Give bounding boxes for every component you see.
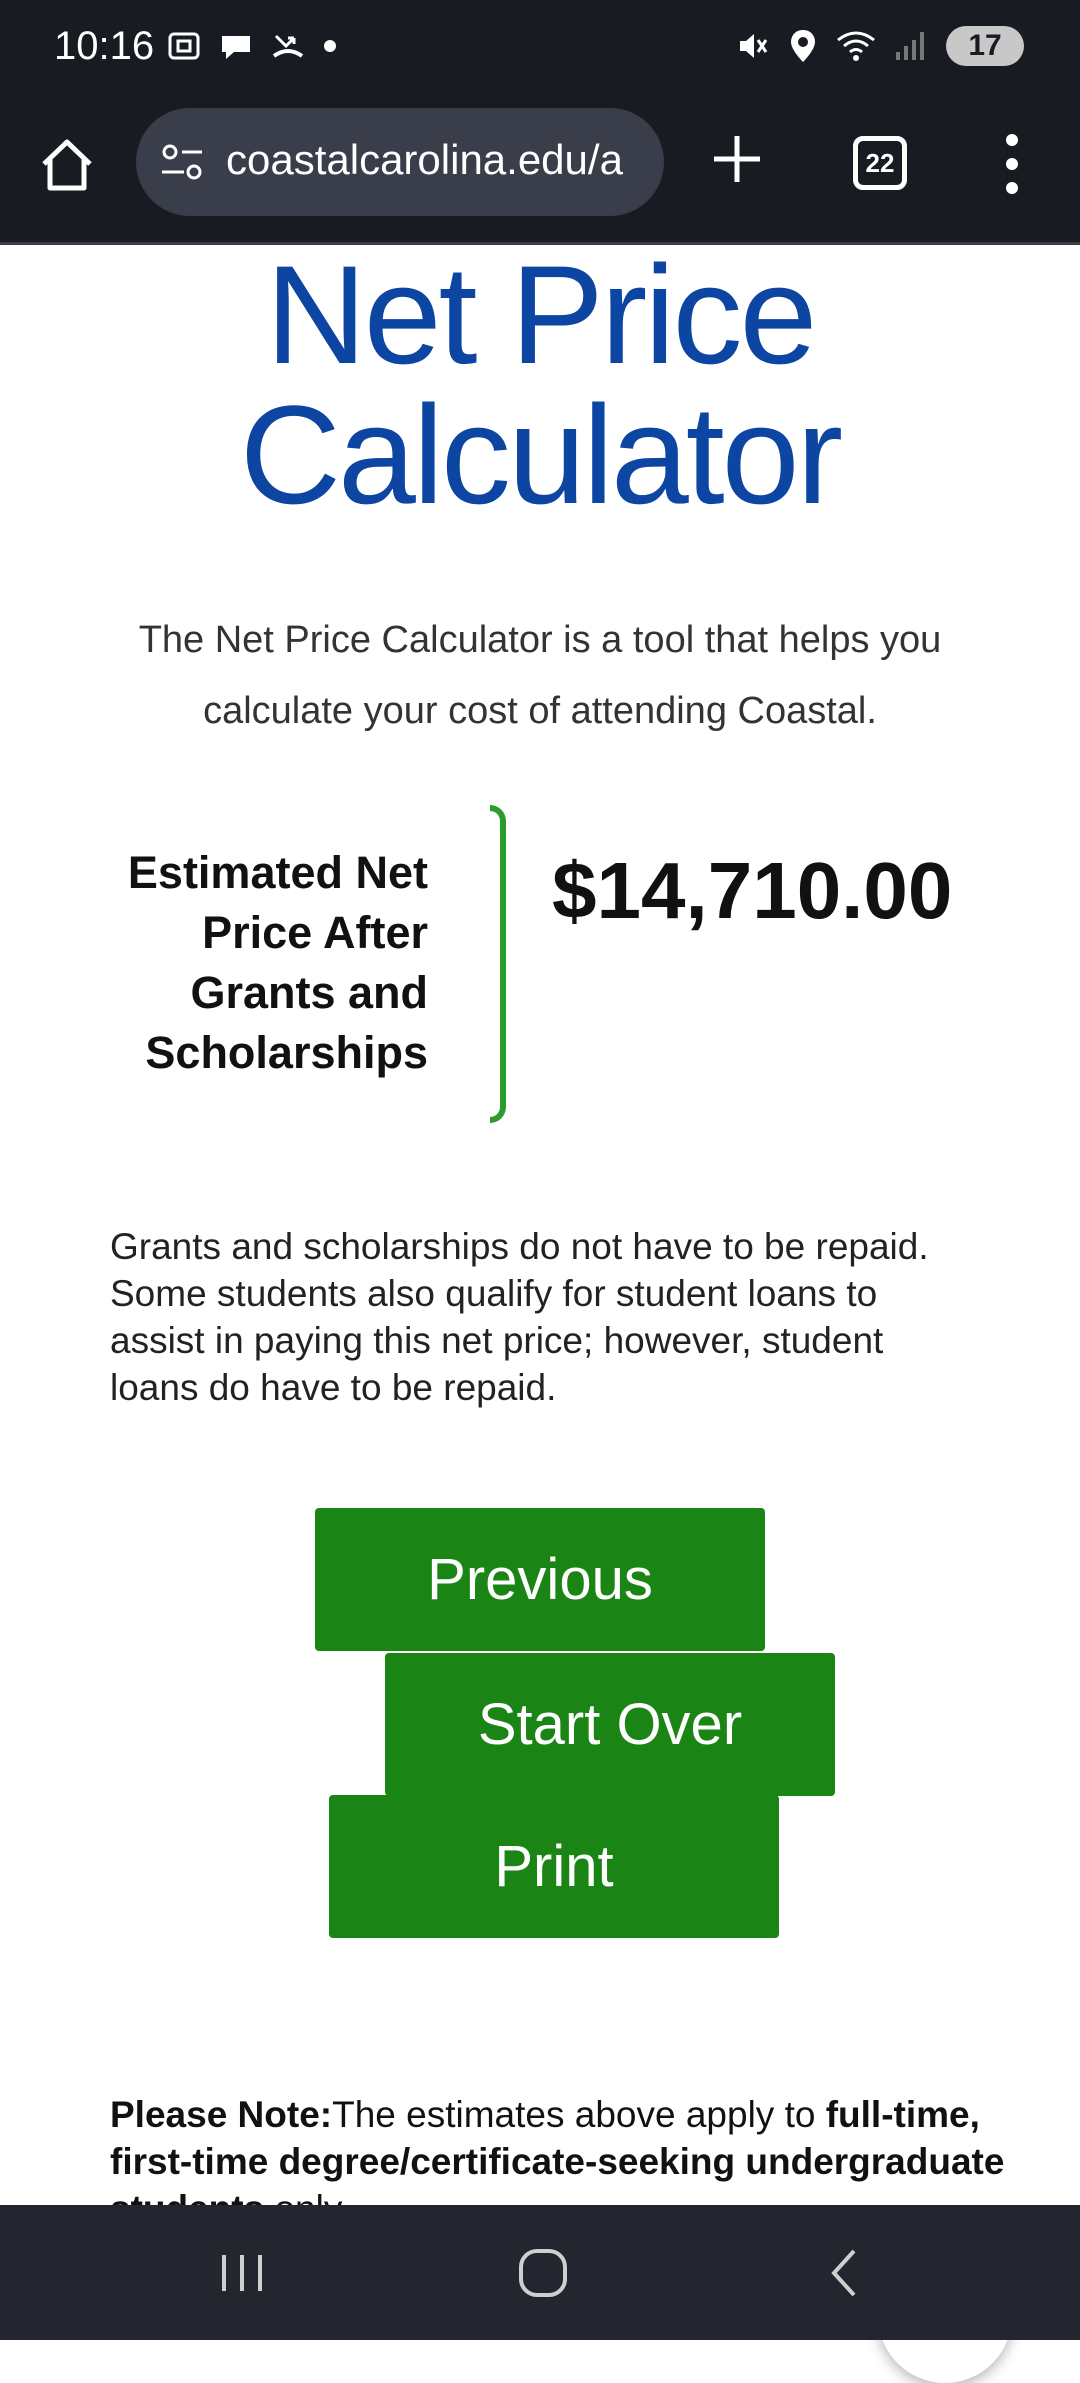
print-button[interactable]: Print — [329, 1795, 779, 1938]
start-over-button[interactable]: Start Over — [385, 1653, 835, 1796]
mute-icon — [734, 28, 770, 64]
tab-switcher-button[interactable]: 22 — [853, 136, 907, 190]
status-icons-left — [166, 28, 338, 64]
disclaimer-text: Grants and scholarships do not have to be repaid. Some students also qualify for student loans to assist in paying this net price; however, student loans do have to be repaid. — [110, 1226, 929, 1408]
page-content — [0, 236, 1080, 2205]
home-nav-icon[interactable] — [513, 2243, 573, 2303]
screenshot-icon — [166, 28, 202, 64]
page-title-line-2: Calculator — [239, 376, 841, 533]
address-bar[interactable] — [136, 108, 664, 216]
status-time: 10:16 — [54, 24, 155, 68]
result-value: $14,710.00 — [552, 846, 953, 935]
intro-text: The Net Price Calculator is a tool that helps you calculate your cost of attending Coastal. — [138, 619, 942, 732]
signal-icon — [894, 28, 928, 64]
note-bold: full-time, first-time degree/certificate-seeking undergraduate — [110, 2094, 1005, 2182]
page-title — [0, 236, 1080, 533]
recent-apps-icon[interactable] — [212, 2243, 272, 2303]
battery-indicator: 17 — [946, 26, 1024, 66]
more-menu-icon[interactable] — [1000, 132, 1024, 196]
result-divider — [490, 805, 506, 1123]
chat-bubble-icon — [218, 28, 254, 64]
back-nav-icon[interactable] — [816, 2243, 876, 2303]
wifi-icon — [836, 28, 876, 64]
result-label: Estimated Net Price After Grants and Scholarships — [127, 847, 428, 1078]
previous-button[interactable]: Previous — [315, 1508, 765, 1651]
browser-toolbar — [0, 100, 1080, 245]
status-bar — [0, 0, 1080, 100]
note-body: The estimates above apply to — [332, 2094, 826, 2135]
note-label: Please Note: — [110, 2094, 333, 2135]
status-icons-right — [734, 26, 1024, 66]
notification-dot-icon — [322, 38, 338, 54]
site-settings-icon[interactable] — [158, 138, 206, 186]
system-nav-bar — [0, 2205, 1080, 2340]
missed-call-icon — [270, 28, 306, 64]
new-tab-icon[interactable] — [706, 128, 768, 190]
location-icon — [788, 28, 818, 64]
page-title-line-1: Net Price — [265, 236, 815, 393]
url-text: coastalcarolina.edu/a — [226, 136, 623, 183]
home-icon[interactable] — [36, 134, 98, 196]
